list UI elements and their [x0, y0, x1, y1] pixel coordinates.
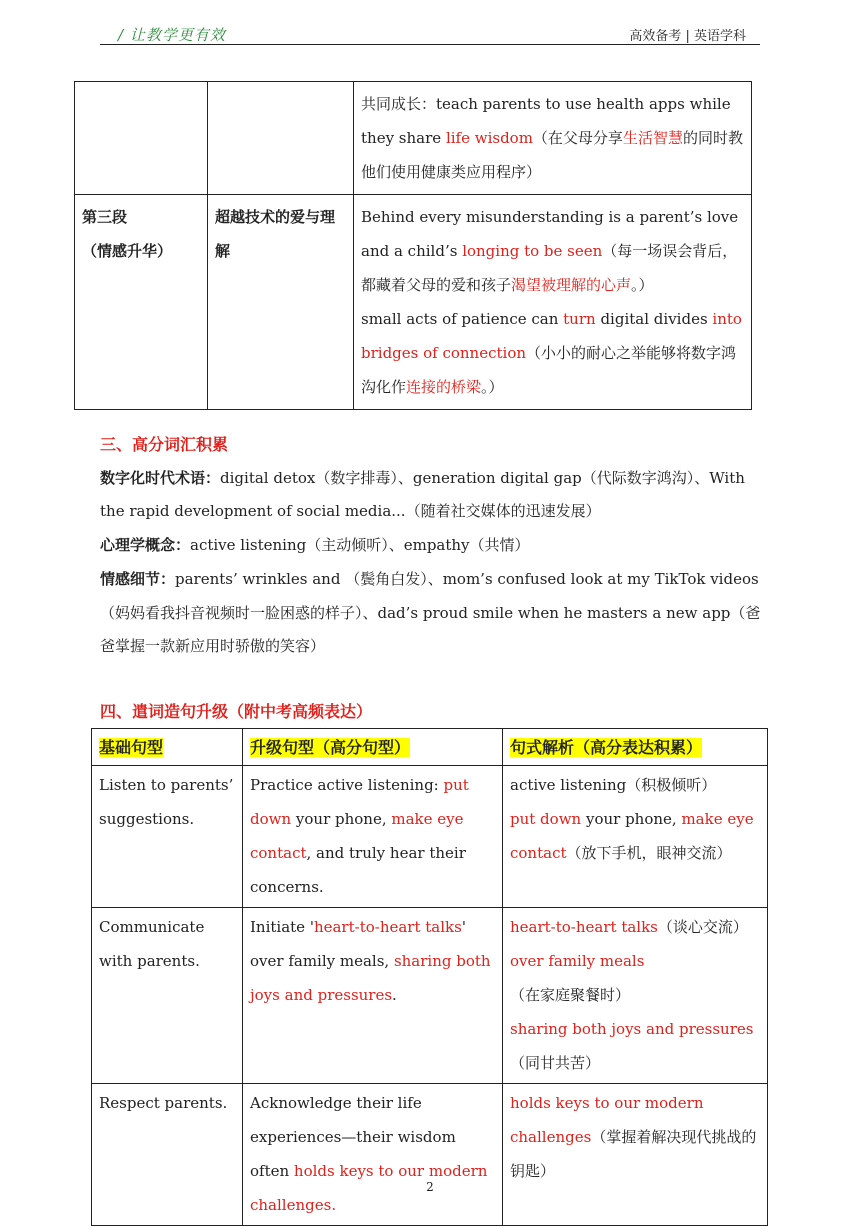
highlight-text: over family meals [510, 952, 645, 970]
highlight-text: holds keys to our modern challenges [510, 1094, 704, 1146]
cell-text: 。） [631, 276, 654, 294]
cell-text: Practice active listening: [250, 776, 444, 794]
cell-text: 。） [481, 378, 504, 396]
highlight-text: 渴望被理解的心声 [511, 276, 632, 294]
highlight-text: into bridges of connection [361, 310, 742, 362]
basic-sentence-cell: Respect parents. [92, 1084, 243, 1226]
column-header [92, 729, 243, 766]
header-text: 升级句型（高分句型） [250, 738, 411, 757]
highlight-text: sharing both joys and pressures [250, 952, 491, 1004]
basic-sentence-cell: Listen to parents’ suggestions. [92, 766, 243, 908]
table-header-row [92, 729, 768, 766]
cell-text: （在家庭聚餐时） [510, 986, 631, 1004]
vocab-line [100, 462, 765, 529]
page-number: 2 [426, 1180, 434, 1194]
table-row [92, 1084, 768, 1226]
cell-text: 共同成长：teach parents to use health apps while they share [361, 95, 731, 147]
paragraph-label: 第三段 [82, 208, 128, 226]
upgraded-sentence-cell [243, 766, 503, 908]
table-row [92, 908, 768, 1084]
sentence-upgrade-table [91, 728, 768, 1226]
header-text: 基础句型 [99, 738, 164, 757]
cell-text: （掌握着解决现代挑战的钥匙） [510, 1128, 757, 1180]
highlight-text: 连接的桥梁 [406, 378, 482, 396]
upgraded-sentence-cell [243, 908, 503, 1084]
table-row [75, 82, 752, 195]
header-subject: 高效备考 | 英语学科 [629, 29, 746, 44]
upgraded-sentence-cell [243, 1084, 503, 1226]
example-sentence [361, 200, 744, 302]
highlight-text: sharing both joys and pressures [510, 1020, 754, 1038]
table-cell [75, 82, 208, 195]
cell-text: （同甘共苦） [510, 1054, 601, 1072]
vocab-label: 心理学概念： [100, 536, 191, 555]
highlight-text: put down [510, 810, 582, 828]
cell-text: （小小的耐心之举能够将数字鸿沟化作 [361, 344, 737, 396]
highlight-text: heart-to-heart talks [510, 918, 658, 936]
analysis-cell [503, 766, 768, 908]
highlight-text: life wisdom [445, 129, 533, 147]
theme-cell: 超越技术的爱与理解 [208, 195, 354, 410]
basic-sentence-cell: Communicate with parents. [92, 908, 243, 1084]
highlight-text: put down [250, 776, 469, 828]
column-header [503, 729, 768, 766]
example-sentence [361, 302, 744, 404]
outline-table [74, 81, 752, 410]
table-row [75, 195, 752, 410]
vocab-text: parents’ wrinkles and （鬓角白发）、mom’s confused look at my TikTok videos（妈妈看我抖音视频时一脸困惑的样子）、dad’s proud smile when he masters a new app（爸爸掌握一款新应用时骄傲的笑容） [100, 569, 761, 656]
vocabulary-section [100, 428, 765, 664]
cell-text: , and truly hear their concerns. [250, 844, 466, 896]
analysis-cell [503, 1084, 768, 1226]
table-row [92, 766, 768, 908]
cell-text: Acknowledge their life experiences—their wisdom often [250, 1094, 456, 1180]
cell-text: active listening（积极倾听） [510, 776, 717, 794]
header-text: 句式解析（高分表达积累） [510, 738, 703, 757]
table-cell [208, 82, 354, 195]
column-header [243, 729, 503, 766]
highlight-text: holds keys to our modern challenges. [250, 1162, 488, 1214]
section-title: 四、遣词造句升级（附中考高频表达） [100, 702, 373, 721]
vocab-label: 数字化时代术语： [100, 468, 221, 487]
page-header [100, 22, 760, 45]
cell-text: your phone, [581, 810, 682, 828]
cell-text: small acts of patience can [361, 310, 564, 328]
vocab-line [100, 563, 765, 664]
cell-text: . [392, 986, 397, 1004]
cell-text: Initiate ' [250, 918, 314, 936]
highlight-text: make eye contact [510, 810, 754, 862]
vocab-text: active listening（主动倾听）、empathy（共情） [190, 536, 530, 555]
vocab-line [100, 529, 765, 563]
cell-text: Behind every misunderstanding is a parent’s love and a child’s [361, 208, 739, 260]
paragraph-label-cell [75, 195, 208, 410]
cell-text: （在父母分享 [532, 129, 623, 147]
cell-text: your phone, [291, 810, 392, 828]
header-slogan: / 让教学更有效 [118, 26, 226, 44]
analysis-cell [503, 908, 768, 1084]
highlight-text: longing to be seen [462, 242, 603, 260]
section-title: 三、高分词汇积累 [100, 435, 229, 454]
cell-text: （每一场误会背后，都藏着父母的爱和孩子 [361, 242, 738, 294]
cell-text: （放下手机，眼神交流） [566, 844, 732, 862]
table-cell [354, 82, 752, 195]
vocab-label: 情感细节： [100, 569, 176, 588]
cell-text: 的同时教他们使用健康类应用程序） [361, 129, 743, 181]
cell-text: （谈心交流） [657, 918, 748, 936]
paragraph-sublabel: （情感升华） [82, 242, 173, 260]
cell-text: ' over family meals, [250, 918, 466, 970]
table-cell [354, 195, 752, 410]
highlight-text: 生活智慧 [622, 129, 683, 147]
highlight-text: turn [563, 310, 596, 328]
highlight-text: heart-to-heart talks [313, 918, 462, 936]
vocab-text: digital detox（数字排毒）、generation digital gap（代际数字鸿沟）、With the rapid development of social media...（随着社交媒体的迅速发展） [100, 468, 745, 521]
cell-text: digital divides [595, 310, 713, 328]
highlight-text: make eye contact [250, 810, 464, 862]
